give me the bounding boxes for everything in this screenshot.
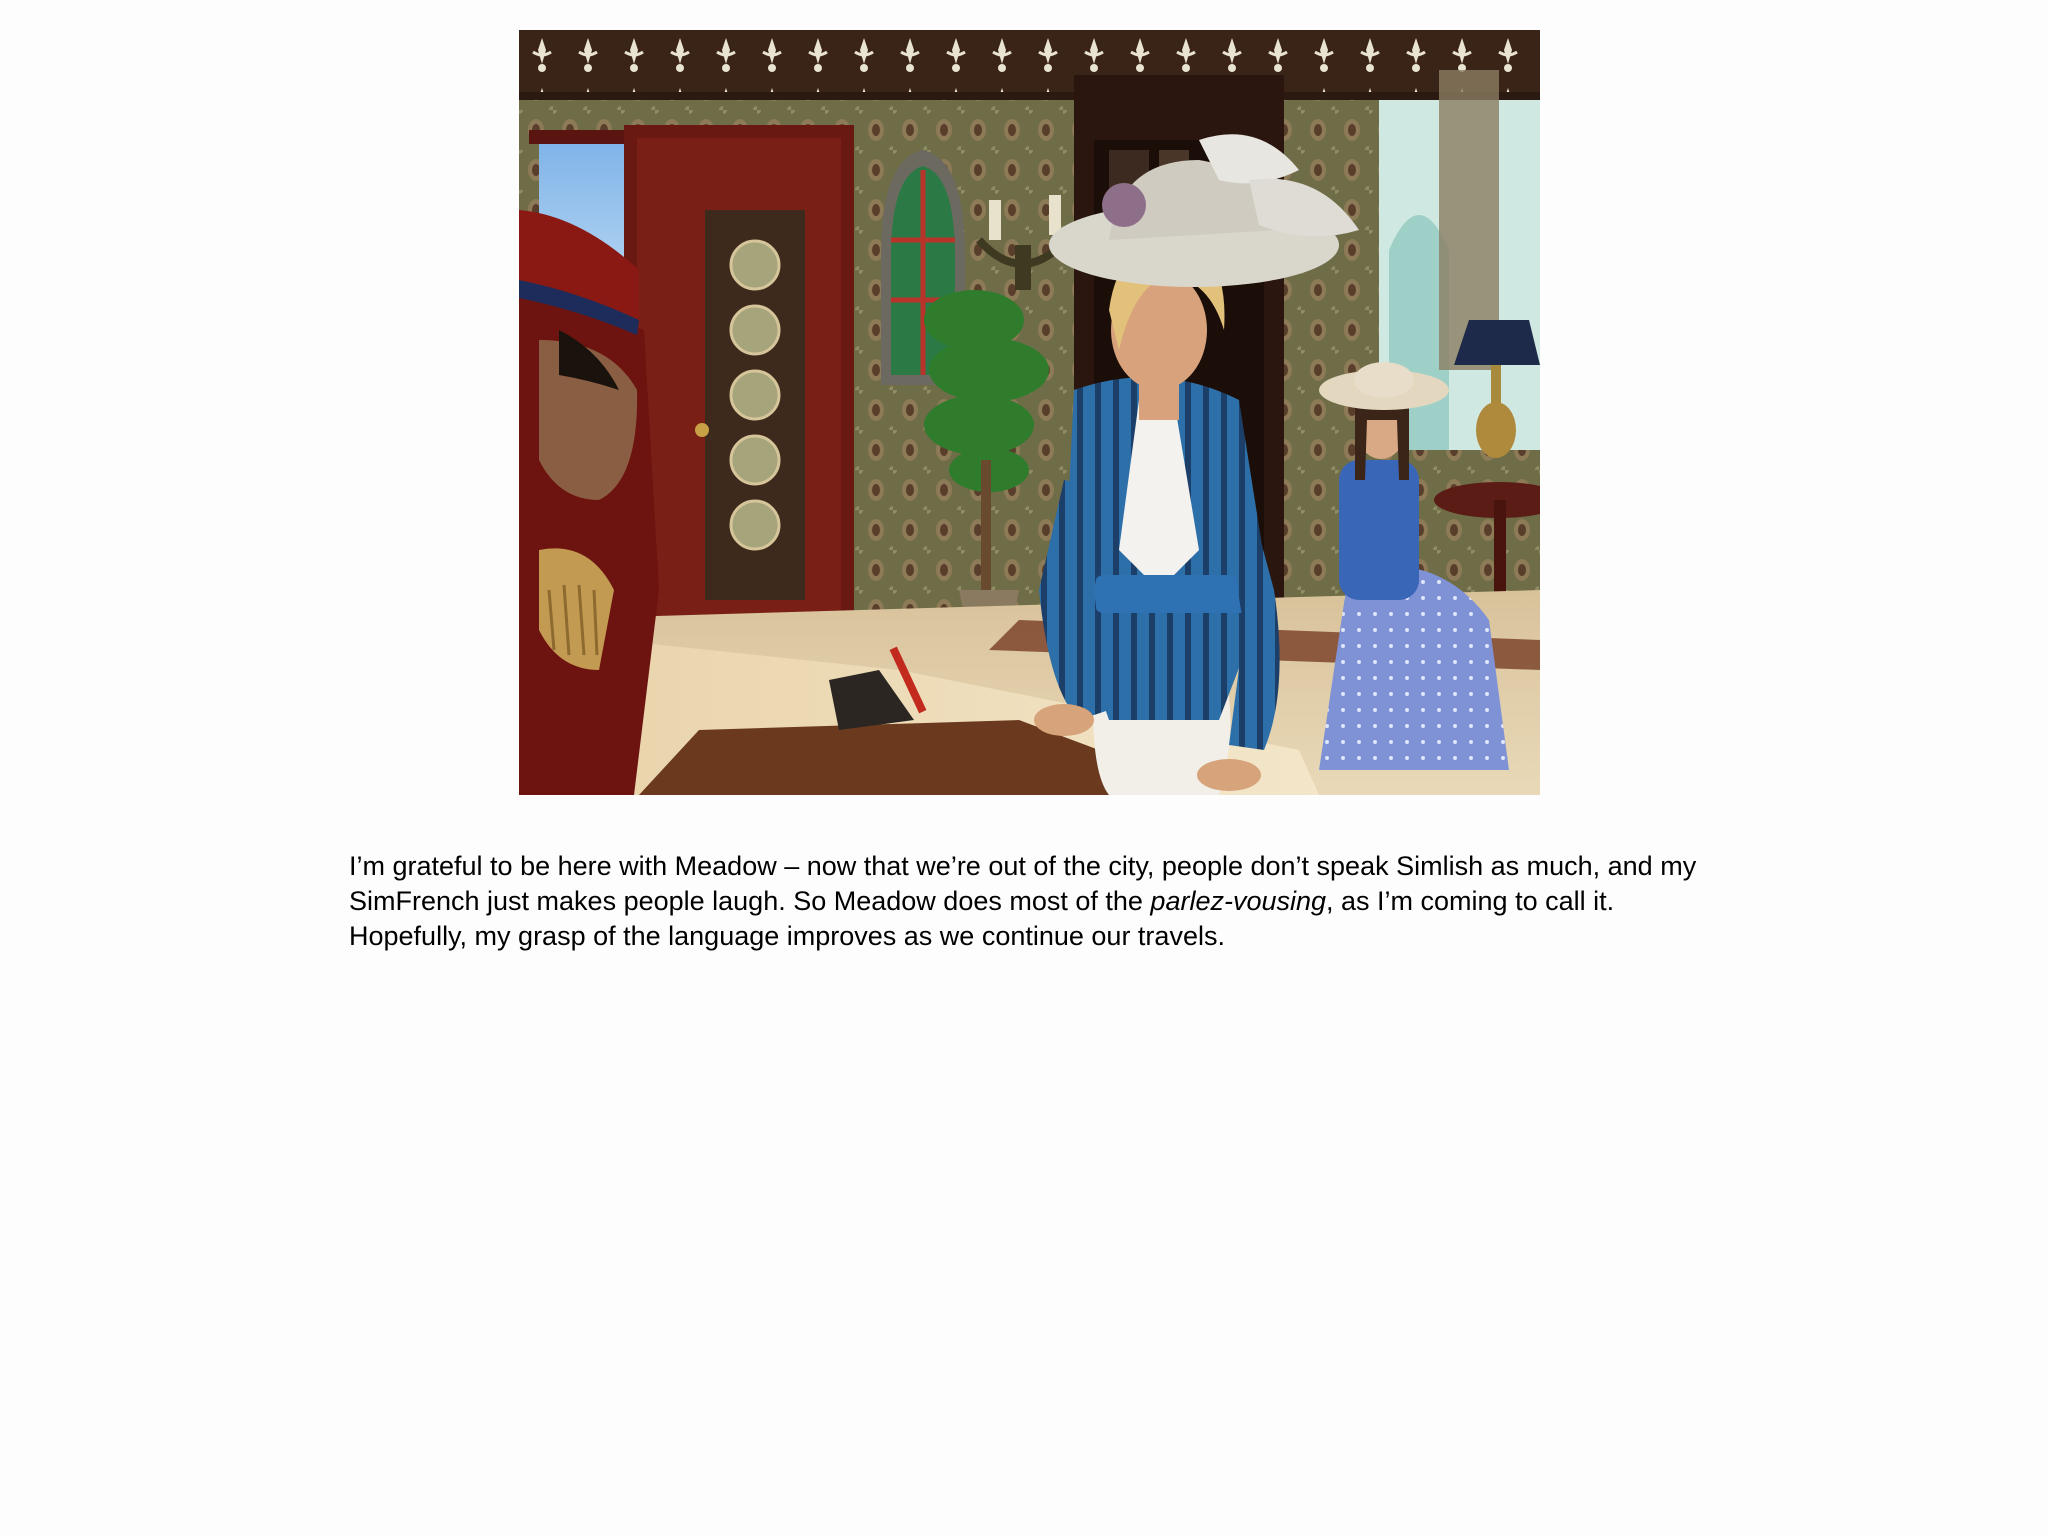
story-caption <box>349 849 1709 954</box>
caption-italic-term: parlez-vousing <box>1150 886 1327 916</box>
caption-text-start: I’m grateful to be here with Meadow – now that we’re out of the city, people don’t speak Simlish as much, and my SimFrench just makes people laugh. So Meadow does most of the <box>349 851 1697 916</box>
game-screenshot <box>519 30 1540 795</box>
caption-text-end: , as I’m coming to call it. Hopefully, my grasp of the language improves as we continue our travels. <box>349 886 1615 951</box>
